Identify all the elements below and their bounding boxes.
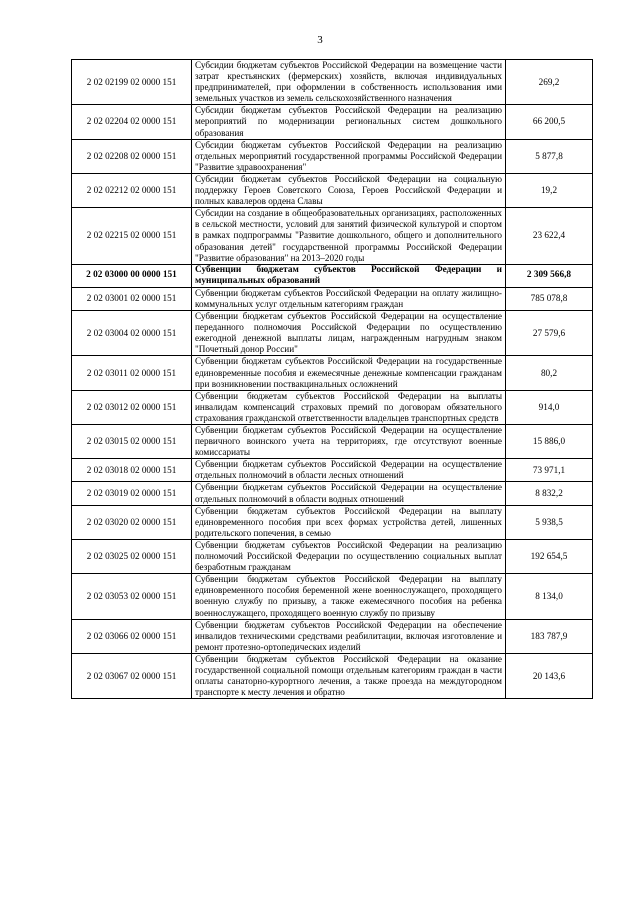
description-cell: Субвенции бюджетам субъектов Российской Федерации на оплату жилищно-коммунальных услуг отдельным категориям граждан — [192, 287, 506, 310]
table-row — [72, 390, 593, 424]
page-number: 3 — [317, 34, 323, 46]
description-cell: Субсидии бюджетам субъектов Российской Федерации на реализацию мероприятий по модернизации региональных систем дошкольного образования — [192, 105, 506, 139]
amount-cell: 914,0 — [506, 390, 593, 424]
description-cell: Субсидии на создание в общеобразовательных организациях, расположенных в сельской местности, условий для занятий физической культурой и спортом в рамках подпрограммы "Развитие дошкольного, общего и дополнительного образования детей" государственной программы Российской Федерации "Развитие образования" на 2013–2020 годы — [192, 208, 506, 264]
description-cell: Субсидии бюджетам субъектов Российской Федерации на реализацию отдельных мероприятий государственной программы Российской Федерации "Развитие здравоохранения" — [192, 139, 506, 173]
amount-cell: 8 832,2 — [506, 482, 593, 505]
table-row — [72, 539, 593, 573]
amount-cell: 269,2 — [506, 60, 593, 105]
description-cell: Субвенции бюджетам субъектов Российской Федерации на выплату единовременного пособия беременной жене военнослужащего, проходящего военную службу по призыву, а также ежемесячного пособия на ребенка военнослужащего, проходящего военную службу по призыву — [192, 574, 506, 619]
amount-cell: 8 134,0 — [506, 574, 593, 619]
amount-cell: 15 886,0 — [506, 425, 593, 459]
budget-code-cell: 2 02 03015 02 0000 151 — [72, 425, 192, 459]
description-cell: Субвенции бюджетам субъектов Российской Федерации на осуществление отдельных полномочий в области лесных отношений — [192, 459, 506, 482]
table-row — [72, 264, 593, 287]
budget-table — [71, 59, 593, 699]
amount-cell: 5 938,5 — [506, 505, 593, 539]
table-row — [72, 287, 593, 310]
budget-code-cell: 2 02 03012 02 0000 151 — [72, 390, 192, 424]
table-row — [72, 459, 593, 482]
amount-cell: 66 200,5 — [506, 105, 593, 139]
amount-cell: 23 622,4 — [506, 208, 593, 264]
budget-code-cell: 2 02 03001 02 0000 151 — [72, 287, 192, 310]
description-cell: Субсидии бюджетам субъектов Российской Федерации на социальную поддержку Героев Советского Союза, Героев Российской Федерации и полных кавалеров ордена Славы — [192, 173, 506, 207]
description-cell: Субвенции бюджетам субъектов Российской Федерации на выплаты инвалидам компенсаций страховых премий по договорам обязательного страхования гражданской ответственности владельцев транспортных средств — [192, 390, 506, 424]
description-cell: Субвенции бюджетам субъектов Российской Федерации на осуществление переданного полномочия Российской Федерации по осуществлению ежегодной денежной выплаты лицам, награжденным нагрудным знаком "Почетный донор России" — [192, 311, 506, 356]
amount-cell: 183 787,9 — [506, 619, 593, 653]
budget-code-cell: 2 02 03053 02 0000 151 — [72, 574, 192, 619]
description-cell: Субсидии бюджетам субъектов Российской Федерации на возмещение части затрат крестьянских (фермерских) хозяйств, включая индивидуальных предпринимателей, при оформлении в собственность использования ими земельных участков из земель сельскохозяйственного назначения — [192, 60, 506, 105]
table-row — [72, 139, 593, 173]
table-row — [72, 208, 593, 264]
amount-cell: 27 579,6 — [506, 311, 593, 356]
description-cell: Субвенции бюджетам субъектов Российской Федерации на обеспечение инвалидов техническими средствами реабилитации, включая изготовление и ремонт протезно-ортопедических изделий — [192, 619, 506, 653]
budget-code-cell: 2 02 02208 02 0000 151 — [72, 139, 192, 173]
table-row — [72, 105, 593, 139]
budget-code-cell: 2 02 03018 02 0000 151 — [72, 459, 192, 482]
budget-table-body — [72, 60, 593, 699]
description-cell: Субвенции бюджетам субъектов Российской Федерации на государственные единовременные пособия и ежемесячные денежные компенсации гражданам при возникновении поствакцинальных осложнений — [192, 356, 506, 390]
amount-cell: 192 654,5 — [506, 539, 593, 573]
description-cell: Субвенции бюджетам субъектов Российской Федерации на оказание государственной социальной помощи отдельным категориям граждан в части оплаты санаторно-курортного лечения, а также проезда на междугородном транспорте к месту лечения и обратно — [192, 653, 506, 698]
table-row — [72, 311, 593, 356]
budget-code-cell: 2 02 02199 02 0000 151 — [72, 60, 192, 105]
table-row — [72, 482, 593, 505]
amount-cell: 785 078,8 — [506, 287, 593, 310]
budget-code-cell: 2 02 03011 02 0000 151 — [72, 356, 192, 390]
budget-code-cell: 2 02 03066 02 0000 151 — [72, 619, 192, 653]
amount-cell: 80,2 — [506, 356, 593, 390]
table-row — [72, 574, 593, 619]
budget-code-cell: 2 02 03020 02 0000 151 — [72, 505, 192, 539]
budget-code-cell: 2 02 03019 02 0000 151 — [72, 482, 192, 505]
table-row — [72, 619, 593, 653]
table-row — [72, 425, 593, 459]
amount-cell: 20 143,6 — [506, 653, 593, 698]
description-cell: Субвенции бюджетам субъектов Российской Федерации на выплату единовременного пособия при всех формах устройства детей, лишенных родительского попечения, в семью — [192, 505, 506, 539]
amount-cell: 73 971,1 — [506, 459, 593, 482]
description-cell: Субвенции бюджетам субъектов Российской Федерации на осуществление отдельных полномочий в области водных отношений — [192, 482, 506, 505]
budget-code-cell: 2 02 03025 02 0000 151 — [72, 539, 192, 573]
budget-code-cell: 2 02 02204 02 0000 151 — [72, 105, 192, 139]
table-row — [72, 356, 593, 390]
budget-code-cell: 2 02 02215 02 0000 151 — [72, 208, 192, 264]
table-row — [72, 60, 593, 105]
table-row — [72, 505, 593, 539]
amount-cell: 19,2 — [506, 173, 593, 207]
description-cell: Субвенции бюджетам субъектов Российской Федерации на реализацию полномочий Российской Федерации по осуществлению социальных выплат безработным гражданам — [192, 539, 506, 573]
table-row — [72, 173, 593, 207]
budget-code-cell: 2 02 03067 02 0000 151 — [72, 653, 192, 698]
description-cell: Субвенции бюджетам субъектов Российской Федерации на осуществление первичного воинского учета на территориях, где отсутствуют военные комиссариаты — [192, 425, 506, 459]
amount-cell: 2 309 566,8 — [506, 264, 593, 287]
budget-code-cell: 2 02 03000 00 0000 151 — [72, 264, 192, 287]
budget-code-cell: 2 02 03004 02 0000 151 — [72, 311, 192, 356]
budget-code-cell: 2 02 02212 02 0000 151 — [72, 173, 192, 207]
table-row — [72, 653, 593, 698]
description-cell: Субвенции бюджетам субъектов Российской Федерации и муниципальных образований — [192, 264, 506, 287]
amount-cell: 5 877,8 — [506, 139, 593, 173]
